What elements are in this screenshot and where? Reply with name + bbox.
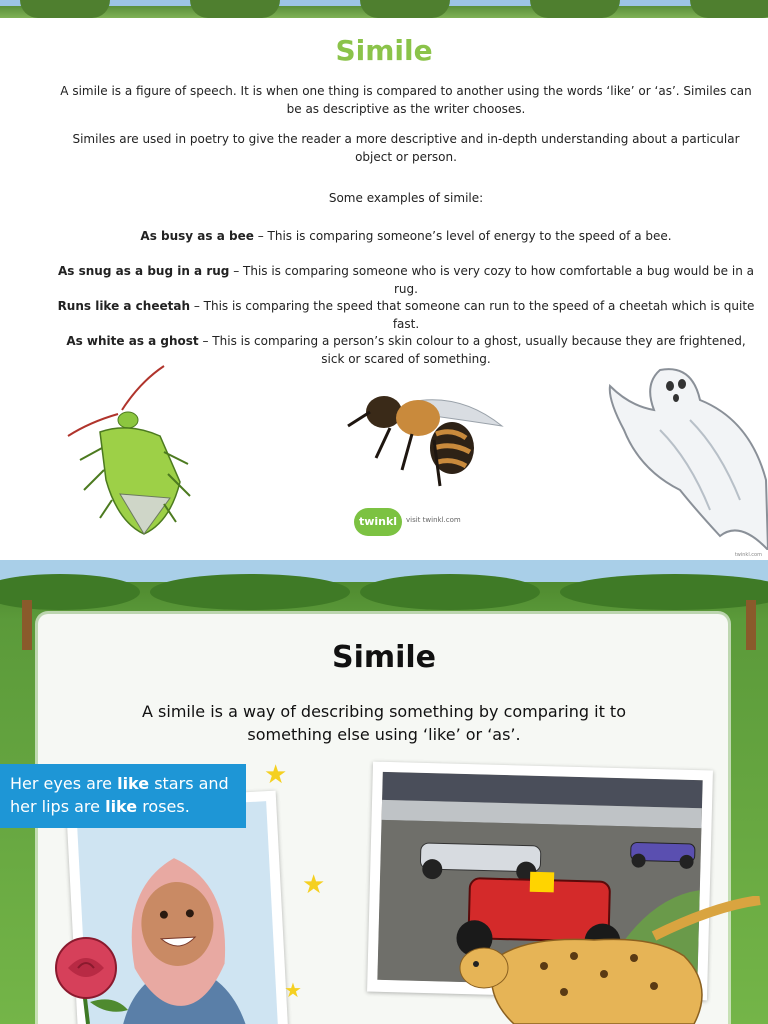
example-explanation: – This is comparing someone’s level of energy to the speed of a bee. xyxy=(253,229,672,243)
callout-text: stars and her lips are xyxy=(10,774,229,816)
tree-canopy xyxy=(560,574,768,610)
callout-text: Her eyes are xyxy=(10,774,118,793)
example-phrase: As snug as a bug in a rug xyxy=(58,264,230,278)
tree-canopy xyxy=(150,574,350,610)
examples-intro: Some examples of simile: xyxy=(328,191,484,205)
ghost-illustration xyxy=(600,360,768,550)
rose-illustration xyxy=(44,930,134,1024)
simile-definition: A simile is a figure of speech. It is when one thing is compared to another using the words ‘like’ or ‘as’. Similes can be as descriptive as the writer chooses. xyxy=(60,84,752,116)
star-icon: ★ xyxy=(302,870,326,900)
simile-usage: Similes are used in poetry to give the reader a more descriptive and in-depth understanding about a particular object or person. xyxy=(72,132,740,164)
star-icon: ★ xyxy=(264,760,288,790)
star-icon: ★ xyxy=(284,978,302,1002)
example-item xyxy=(56,227,756,245)
example-phrase: As white as a ghost xyxy=(66,334,199,348)
callout-text: roses. xyxy=(137,797,190,816)
callout-like-word: like xyxy=(105,797,138,816)
twinkl-logo: twinkl xyxy=(354,508,402,536)
visit-link-text: visit twinkl.com xyxy=(406,516,461,524)
slide-two-definition: A simile is a way of describing something by comparing it to something else using ‘like’ or ‘as’. xyxy=(142,702,626,744)
example-explanation: – This is comparing the speed that someone can run to the speed of a cheetah which is quite fast. xyxy=(190,299,755,331)
tree-canopy xyxy=(0,574,140,610)
slide-one-title: Simile xyxy=(335,34,433,67)
cheetah-illustration xyxy=(454,896,768,1024)
corner-url: twinkl.com xyxy=(734,552,762,558)
example-phrase: As busy as a bee xyxy=(140,229,254,243)
bee-illustration xyxy=(340,382,510,492)
tree-canopy xyxy=(360,574,540,610)
simile-example-callout xyxy=(0,764,246,828)
example-item xyxy=(56,262,756,298)
trees-strip xyxy=(0,0,768,18)
example-explanation: – This is comparing a person’s skin colour to a ghost, usually because they are frightened, sick or scared of something. xyxy=(198,334,746,366)
slide-two-title: Simile xyxy=(331,640,437,675)
stink-bug-illustration xyxy=(60,362,210,542)
callout-like-word: like xyxy=(117,774,150,793)
example-item xyxy=(56,297,756,333)
example-explanation: – This is comparing someone who is very cozy to how comfortable a bug would be in a rug. xyxy=(229,264,754,296)
example-phrase: Runs like a cheetah xyxy=(57,299,190,313)
